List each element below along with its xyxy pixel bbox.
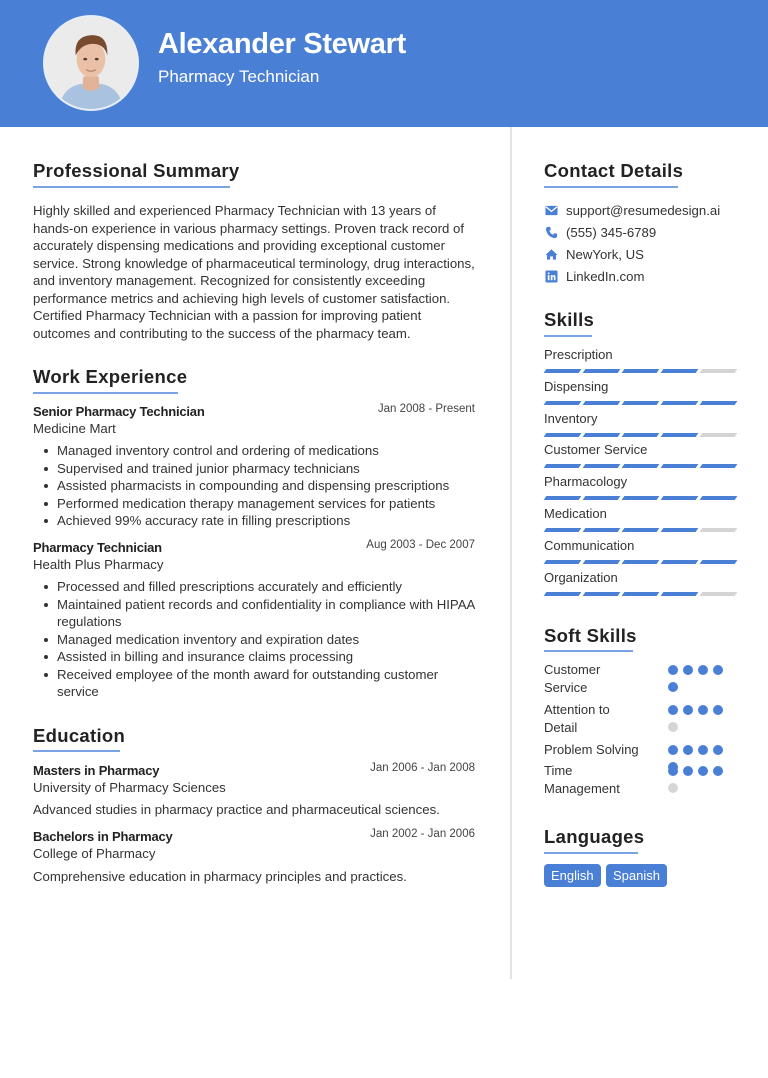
- experience-underline: [33, 392, 178, 394]
- soft-skill-label: Time Management: [544, 763, 620, 796]
- experience-heading: Work Experience: [33, 366, 188, 387]
- soft-skills-heading: Soft Skills: [544, 625, 637, 646]
- skill-rating-bar: [545, 496, 736, 500]
- rating-dot: [668, 722, 678, 732]
- rating-dot: [668, 745, 678, 755]
- bullet-item: Supervised and trained junior pharmacy technicians: [33, 460, 478, 478]
- phone-icon: [544, 225, 558, 239]
- soft-skill-rating-dots: [668, 705, 730, 732]
- rating-dot: [668, 665, 678, 675]
- skill-bar-segment: [661, 560, 699, 564]
- rating-dot: [683, 766, 693, 776]
- skill-bar-segment: [700, 496, 738, 500]
- bullet-item: Performed medication therapy management services for patients: [33, 495, 478, 513]
- contact-location: [544, 245, 644, 263]
- job-dates: Aug 2003 - Dec 2007: [366, 539, 475, 551]
- skill-bar-segment: [622, 528, 660, 532]
- contact-heading: Contact Details: [544, 160, 684, 181]
- skill-bar-segment: [661, 528, 699, 532]
- skill-bar-segment: [583, 464, 621, 468]
- skill-label: Prescription: [544, 347, 613, 362]
- skill-bar-segment: [583, 401, 621, 405]
- skill-rating-bar: [545, 592, 736, 596]
- skill-label: Customer Service: [544, 442, 648, 457]
- skill-bar-segment: [622, 369, 660, 373]
- skill-bar-segment: [544, 464, 582, 468]
- rating-dot: [698, 745, 708, 755]
- skill-label: Medication: [544, 506, 607, 521]
- skill-bar-segment: [583, 496, 621, 500]
- skill-bar-segment: [661, 433, 699, 437]
- skill-rating-bar: [545, 369, 736, 373]
- skill-rating-bar: [545, 433, 736, 437]
- skill-bar-segment: [544, 369, 582, 373]
- linkedin-icon: [544, 269, 558, 283]
- contact-linkedin-text: LinkedIn.com: [566, 268, 645, 284]
- rating-dot: [683, 705, 693, 715]
- skill-bar-segment: [544, 433, 582, 437]
- column-divider: [510, 127, 512, 979]
- skill-rating-bar: [545, 464, 736, 468]
- rating-dot: [683, 665, 693, 675]
- summary-heading: Professional Summary: [33, 160, 240, 181]
- bullet-item: Assisted in billing and insurance claims processing: [33, 648, 478, 666]
- summary-underline: [33, 186, 230, 188]
- contact-email[interactable]: [544, 201, 720, 219]
- bullet-item: Achieved 99% accuracy rate in filling prescriptions: [33, 512, 478, 530]
- rating-dot: [668, 783, 678, 793]
- soft-skill-label: Problem Solving: [544, 742, 639, 757]
- rating-dot: [698, 665, 708, 675]
- skill-bar-segment: [700, 592, 738, 596]
- skill-bar-segment: [622, 464, 660, 468]
- rating-dot: [683, 745, 693, 755]
- contact-location-text: NewYork, US: [566, 246, 644, 262]
- skill-bar-segment: [661, 464, 699, 468]
- education-heading: Education: [33, 725, 126, 746]
- summary-text: Highly skilled and experienced Pharmacy Technician with 13 years of hands-on experience in various pharmacy settings. Proven track record of accurately dispensing medications and providing exceptional customer service. Strong knowledge of pharmaceutical terminology, drug interactions, and inventory management. Recognized for consistently exceeding performance metrics and achieving high levels of customer satisfaction. Certified Pharmacy Technician with a passion for improving patient outcomes and contributing to the success of the pharmacy team.: [33, 203, 475, 341]
- skill-bar-segment: [700, 464, 738, 468]
- skills-underline: [544, 335, 592, 337]
- skill-bar-segment: [622, 560, 660, 564]
- skill-bar-segment: [622, 401, 660, 405]
- skill-bar-segment: [544, 401, 582, 405]
- skill-bar-segment: [583, 528, 621, 532]
- skill-rating-bar: [545, 401, 736, 405]
- education-dates: Jan 2002 - Jan 2006: [370, 828, 475, 840]
- education-description: Advanced studies in pharmacy practice and pharmaceutical sciences.: [33, 802, 440, 817]
- skill-bar-segment: [544, 496, 582, 500]
- skill-label: Pharmacology: [544, 474, 628, 489]
- rating-dot: [713, 766, 723, 776]
- contact-linkedin[interactable]: [544, 267, 644, 285]
- language-badge: Spanish: [606, 864, 667, 887]
- soft-skill-label: Customer Service: [544, 662, 601, 695]
- bullet-item: Managed inventory control and ordering of medications: [33, 442, 478, 460]
- job-company: Health Plus Pharmacy: [33, 557, 164, 572]
- skill-bar-segment: [583, 560, 621, 564]
- skill-bar-segment: [661, 592, 699, 596]
- skill-bar-segment: [583, 433, 621, 437]
- bullet-item: Maintained patient records and confidentiality in compliance with HIPAA regulations: [33, 596, 478, 631]
- rating-dot: [668, 682, 678, 692]
- candidate-title: Pharmacy Technician: [158, 67, 320, 86]
- contact-underline: [544, 186, 678, 188]
- degree-title: Bachelors in Pharmacy: [33, 829, 173, 844]
- bullet-item: Managed medication inventory and expiration dates: [33, 631, 478, 649]
- skill-label: Dispensing: [544, 379, 609, 394]
- job-bullets: [33, 578, 478, 701]
- skill-rating-bar: [545, 528, 736, 532]
- skill-bar-segment: [583, 369, 621, 373]
- job-title: Senior Pharmacy Technician: [33, 404, 205, 419]
- skill-label: Communication: [544, 538, 635, 553]
- skill-bar-segment: [700, 433, 738, 437]
- skill-bar-segment: [583, 592, 621, 596]
- soft-skill-rating-dots: [668, 766, 730, 793]
- skill-bar-segment: [622, 592, 660, 596]
- language-badge: English: [544, 864, 601, 887]
- soft-skill-rating-dots: [668, 665, 730, 692]
- rating-dot: [713, 665, 723, 675]
- job-dates: Jan 2008 - Present: [377, 403, 475, 415]
- skill-bar-segment: [661, 401, 699, 405]
- profile-photo: [43, 15, 139, 111]
- contact-phone-text: (555) 345-6789: [566, 224, 657, 240]
- languages-heading: Languages: [544, 826, 645, 847]
- skill-bar-segment: [661, 496, 699, 500]
- rating-dot: [713, 705, 723, 715]
- education-underline: [33, 750, 120, 752]
- skill-bar-segment: [544, 592, 582, 596]
- bullet-item: Received employee of the month award for outstanding customer service: [33, 666, 478, 701]
- skills-heading: Skills: [544, 309, 595, 330]
- skill-bar-segment: [700, 528, 738, 532]
- contact-phone[interactable]: [544, 223, 656, 241]
- job-title: Pharmacy Technician: [33, 540, 162, 555]
- school-name: College of Pharmacy: [33, 846, 156, 861]
- skill-bar-segment: [622, 496, 660, 500]
- rating-dot: [698, 766, 708, 776]
- person-portrait-icon: [45, 17, 137, 109]
- skill-bar-segment: [700, 401, 738, 405]
- skill-bar-segment: [661, 369, 699, 373]
- candidate-name: Alexander Stewart: [158, 28, 406, 60]
- languages-underline: [544, 852, 638, 854]
- skill-bar-segment: [700, 369, 738, 373]
- job-company: Medicine Mart: [33, 421, 116, 436]
- rating-dot: [668, 766, 678, 776]
- soft-skill-label: Attention to Detail: [544, 702, 610, 735]
- skill-bar-segment: [544, 560, 582, 564]
- education-dates: Jan 2006 - Jan 2008: [370, 762, 475, 774]
- skill-rating-bar: [545, 560, 736, 564]
- rating-dot: [698, 705, 708, 715]
- skill-label: Organization: [544, 570, 618, 585]
- rating-dot: [713, 745, 723, 755]
- soft-skills-underline: [544, 650, 633, 652]
- skill-bar-segment: [544, 528, 582, 532]
- job-bullets: [33, 442, 478, 530]
- bullet-item: Assisted pharmacists in compounding and dispensing prescriptions: [33, 477, 478, 495]
- skill-bar-segment: [622, 433, 660, 437]
- skill-bar-segment: [700, 560, 738, 564]
- degree-title: Masters in Pharmacy: [33, 763, 160, 778]
- rating-dot: [668, 705, 678, 715]
- education-description: Comprehensive education in pharmacy principles and practices.: [33, 869, 407, 884]
- resume-header: [0, 0, 768, 127]
- envelope-icon: [544, 203, 558, 217]
- skill-label: Inventory: [544, 411, 598, 426]
- contact-email-text: support@resumedesign.ai: [566, 202, 721, 218]
- bullet-item: Processed and filled prescriptions accurately and efficiently: [33, 578, 478, 596]
- home-icon: [544, 247, 558, 261]
- school-name: University of Pharmacy Sciences: [33, 780, 226, 795]
